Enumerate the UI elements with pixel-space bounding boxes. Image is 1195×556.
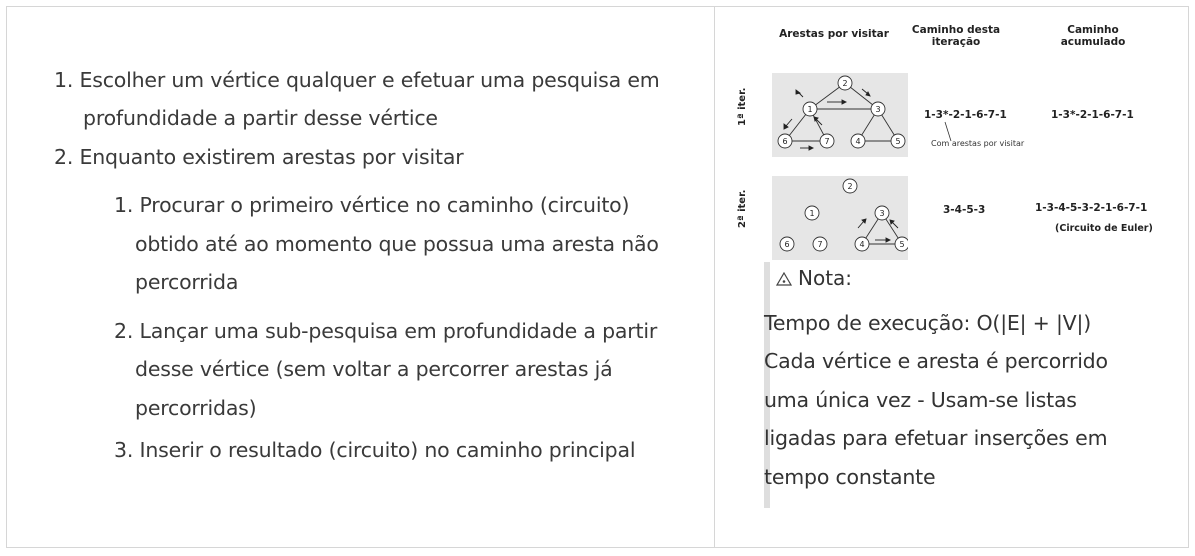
substep-2-2-cont: percorridas) [135,396,257,420]
step-1-cont: profundidade a partir desse vértice [83,106,438,130]
substep-2-1-cont: percorrida [135,270,239,294]
step-2 [54,140,463,174]
graph-iteration-1 [772,73,908,157]
step-number: 3. [114,438,134,462]
step-text: Escolher um vértice qualquer e efetuar uma pesquisa em [79,68,660,92]
vertex-label: 6 [782,137,788,146]
header-line: iteração [931,36,981,48]
vertex-label: 1 [809,209,815,218]
step-text: Procurar o primeiro vértice no caminho (circuito) [139,193,630,217]
accumulated-path-2: 1-3-4-5-3-2-1-6-7-1 [1035,202,1148,214]
substep-2-1 [114,188,629,222]
header-line: Caminho [1067,24,1119,36]
vertex-label: 2 [842,79,848,88]
step-number: 2. [54,145,74,169]
vertex-label: 1 [807,105,813,114]
substep-2-1-cont: obtido até ao momento que possua uma aresta não [135,232,659,256]
vertex-label: 3 [879,209,885,218]
header-edges: Arestas por visitar [779,28,889,40]
annotation-unvisited: Com arestas por visitar [931,139,1025,148]
substep-2-2-cont: desse vértice (sem voltar a percorrer arestas já [135,357,613,381]
note-line: uma única vez - Usam-se listas [764,388,1077,412]
vertex-label: 5 [895,137,901,146]
step-text: Enquanto existirem arestas por visitar [79,145,464,169]
step-text: Lançar uma sub-pesquisa em profundidade a partir [139,319,658,343]
step-text: Inserir o resultado (circuito) no caminho principal [139,438,636,462]
vertex-label: 5 [899,240,905,249]
substep-2-3 [114,433,635,467]
vertex-label: 7 [817,240,823,249]
accumulated-path-1: 1-3*-2-1-6-7-1 [1051,109,1134,121]
iteration-2-path: 3-4-5-3 [943,204,986,216]
vertex-label: 2 [847,182,853,191]
iteration-1-path: 1-3*-2-1-6-7-1 [924,109,1007,121]
note-title-text: Nota: [798,266,853,290]
header-iteration-path [901,24,1011,48]
note-line: ligadas para efetuar inserções em [764,426,1108,450]
substep-2-2 [114,314,657,348]
vertex-label: 6 [784,240,790,249]
note-line: Cada vértice e aresta é percorrido [764,349,1108,373]
row-label-iter-1: 1ª iter. [737,87,748,126]
step-number: 1. [114,193,134,217]
step-number: 1. [54,68,74,92]
euler-circuit-note: (Circuito de Euler) [1055,223,1153,234]
step-number: 2. [114,319,134,343]
graph-iteration-2 [772,176,908,260]
row-label-iter-2: 2ª iter. [737,189,748,228]
vertex-label: 3 [875,105,881,114]
vertex-label: 4 [859,240,865,249]
header-line: Caminho desta [911,24,1001,36]
vertex-label: 4 [855,137,861,146]
header-accumulated-path [1033,24,1153,48]
step-1 [54,63,660,97]
note-line: tempo constante [764,465,936,489]
graph-1-svg [772,73,908,157]
note-title [776,266,852,290]
euler-diagram [715,6,1189,256]
header-line: acumulado [1060,36,1126,48]
note-line: Tempo de execução: O(|E| + |V|) [764,311,1092,335]
vertex-label: 7 [824,137,830,146]
warning-icon [776,272,792,286]
graph-2-svg [772,176,908,260]
